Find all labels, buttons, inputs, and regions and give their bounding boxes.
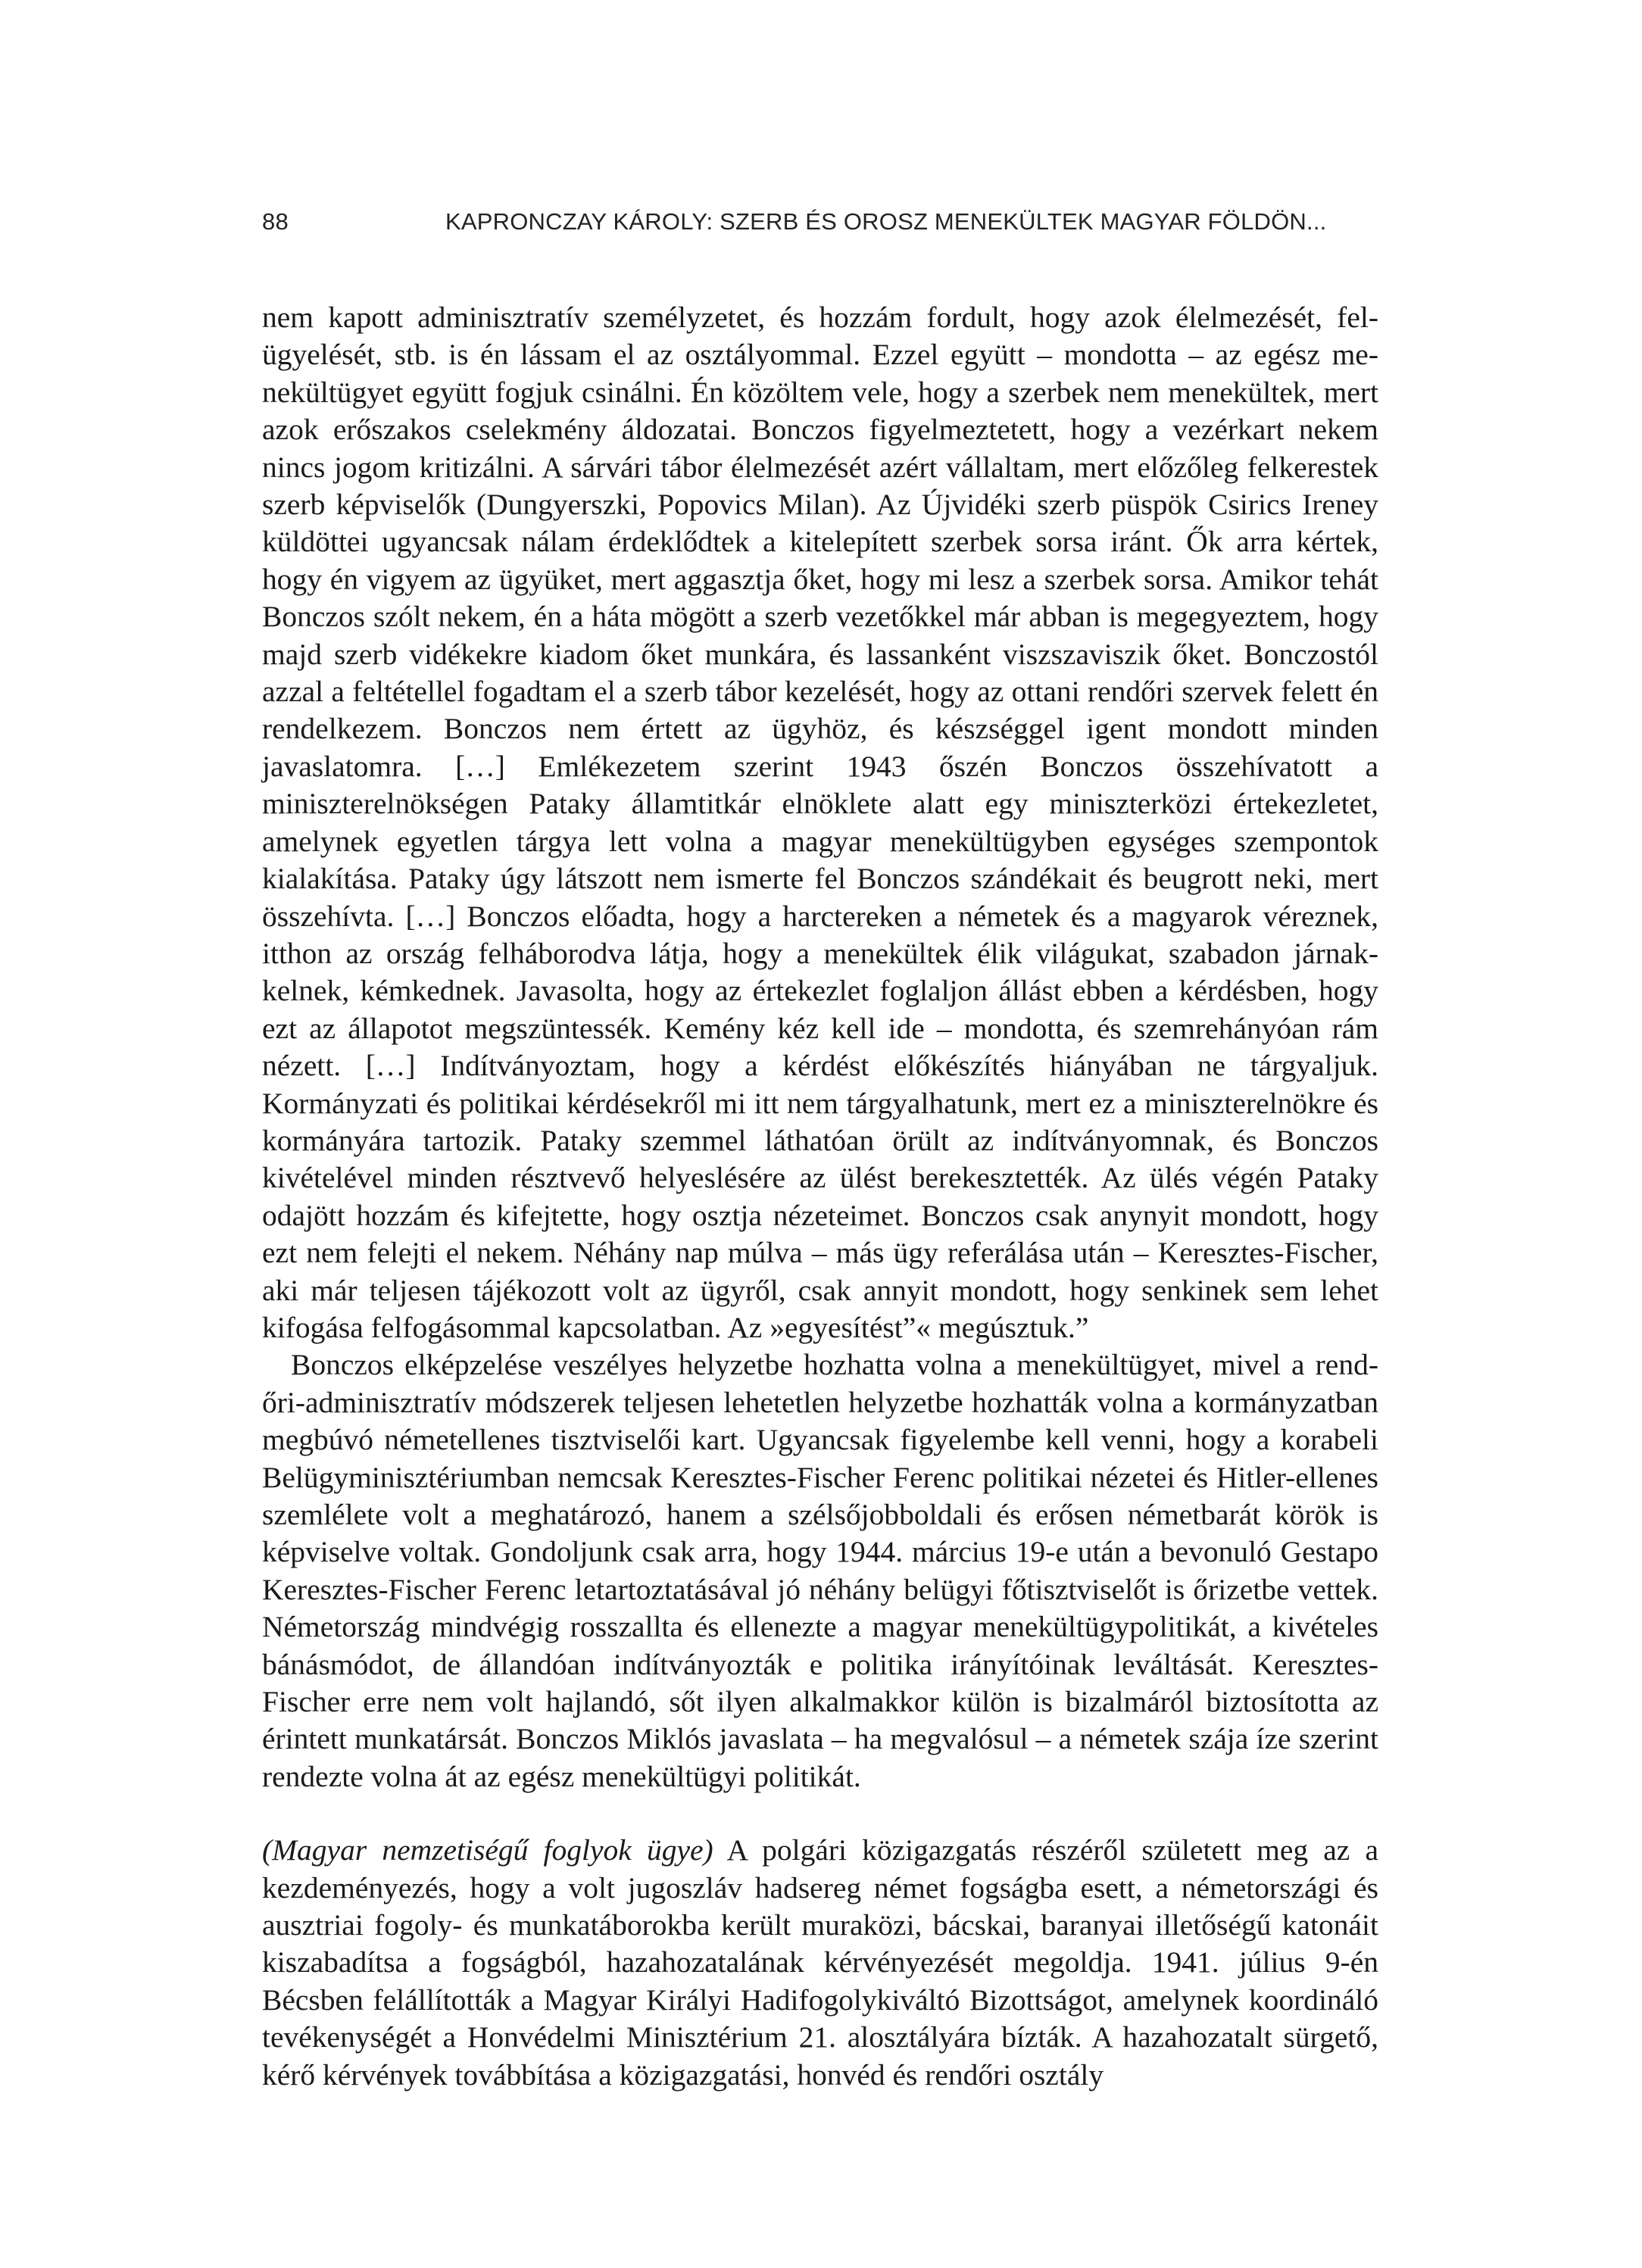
section-title: (Magyar nemzetiségű foglyok ügye) [262, 1833, 713, 1867]
paragraph-prisoners-section [262, 1832, 1378, 2094]
main-text [262, 299, 1378, 2094]
section-text: A polgári közigazgatás részéről született meg az a kezdeményezés, hogy a volt jugoszláv hadsereg német fogságba esett, a németországi és ausztriai fogoly- és munkatáborokba került muraközi, bácskai, baranyai illetőségű katonáit kiszabadítsa a fogságból, hazahozatalának kérvényezését megoldja. 1941. július 9-én Bécsben felállították a Magyar Királyi Hadifogolykiváltó Bizottságot, amelynek koordináló tevékenységét a Honvédelmi Minisztérium 21. alosztályára bízták. A hazahozatalt sürgető, kérő kérvények továbbítása a közigazgatási, honvéd és rendőri osztály [262, 1833, 1379, 2092]
running-title: KAPRONCZAY KÁROLY: SZERB ÉS OROSZ MENEKÜLTEK MAGYAR FÖLDÖN... [445, 208, 1327, 235]
running-header [262, 203, 1378, 241]
page-number: 88 [262, 208, 289, 235]
paragraph-quote-continuation: nem kapott adminisztratív személyzetet, és hozzám fordult, hogy azok élelmezését, felügyelését, stb. is én lássam el az osztályommal. Ezzel együtt – mondotta – az egész menekültügyet együtt fogjuk csinálni. Én közöltem vele, hogy a szerbek nem menekültek, mert azok erőszakos cselekmény áldozatai. Bonczos figyelmeztetett, hogy a vezérkart nekem nincs jogom kritizálni. A sárvári tábor élelmezését azért vállaltam, mert előzőleg felkerestek szerb képviselők (Dungyerszki, Popovics Milan). Az Újvidéki szerb püspök Csirics Ireney küldöttei ugyancsak nálam érdeklődtek a kitelepített szerbek sorsa iránt. Ők arra kértek, hogy én vigyem az ügyüket, mert aggasztja őket, hogy mi lesz a szerbek sorsa. Amikor tehát Bonczos szólt nekem, én a háta mögött a szerb vezetőkkel már abban is megegyeztem, hogy majd szerb vidékekre kiadom őket munkára, és lassanként viszszaviszik őket. Bonczostól azzal a feltétellel fogadtam el a szerb tábor kezelését, hogy az ottani rendőri szervek felett én rendelkezem. Bonczos nem értett az ügyhöz, és készséggel igent mondott minden javaslatomra. […] Emlékezetem szerint 1943 őszén Bonczos összehívatott a miniszterelnökségen Pataky államtitkár elnöklete alatt egy miniszterközi értekezletet, amelynek egyetlen tárgya lett volna a magyar menekültügyben egységes szempontok kialakítása. Pataky úgy látszott nem ismerte fel Bonczos szándékait és beugrott neki, mert összehívta. […] Bonczos előadta, hogy a harctereken a németek és a magyarok véreznek, itthon az ország felháborodva látja, hogy a menekültek élik világukat, szabadon járnak-kelnek, kémkednek. Javasolta, hogy az értekezlet foglaljon állást ebben a kérdésben, hogy ezt az állapotot megszüntessék. Kemény kéz kell ide – mondotta, és szemrehányóan rám nézett. […] Indítványoztam, hogy a kérdést előkészítés hiányában ne tárgyaljuk. Kormányzati és politikai kérdésekről mi itt nem tárgyalhatunk, mert ez a miniszterelnökre és kormányára tartozik. Pataky szemmel láthatóan örült az indítványomnak, és Bonczos kivételével minden résztvevő helyeslésére az ülést berekesztették. Az ülés végén Pataky odajött hozzám és kifejtette, hogy osztja nézeteimet. Bonczos csak anynyit mondott, hogy ezt nem felejti el nekem. Néhány nap múlva – más ügy referálása után – Keresztes-Fischer, aki már teljesen tájékozott volt az ügyről, csak annyit mondott, hogy senkinek sem lehet kifogása felfogásommal kapcsolatban. Az »egyesítést”« megúsztuk.” [262, 301, 1378, 1344]
paragraph-bonczos-analysis: Bonczos elképzelése veszélyes helyzetbe hozhatta volna a menekültügyet, mivel a rendőri-adminisztratív módszerek teljesen lehetetlen helyzetbe hozhatták volna a kormányzatban megbúvó németellenes tisztviselői kart. Ugyancsak figyelembe kell venni, hogy a korabeli Belügyminisztériumban nemcsak Keresztes-Fischer Ferenc politikai nézetei és Hitler-ellenes szemlélete volt a meghatározó, hanem a szélsőjobboldali és erősen németbarát körök is képviselve voltak. Gondoljunk csak arra, hogy 1944. március 19-e után a bevonuló Gestapo Keresztes-Fischer Ferenc letartoztatásával jó néhány belügyi főtisztviselőt is őrizetbe vettek. Németország mindvégig rosszallta és ellenezte a magyar menekültügypolitikát, a kivételes bánásmódot, de állandóan indítványozták e politika irányítóinak leváltását. Keresztes-Fischer erre nem volt hajlandó, sőt ilyen alkalmakkor külön is bizalmáról biztosította az érintett munkatársát. Bonczos Miklós javaslata – ha megvalósul – a németek szája íze szerint rendezte volna át az egész menekültügyi politikát. [262, 1348, 1378, 1793]
